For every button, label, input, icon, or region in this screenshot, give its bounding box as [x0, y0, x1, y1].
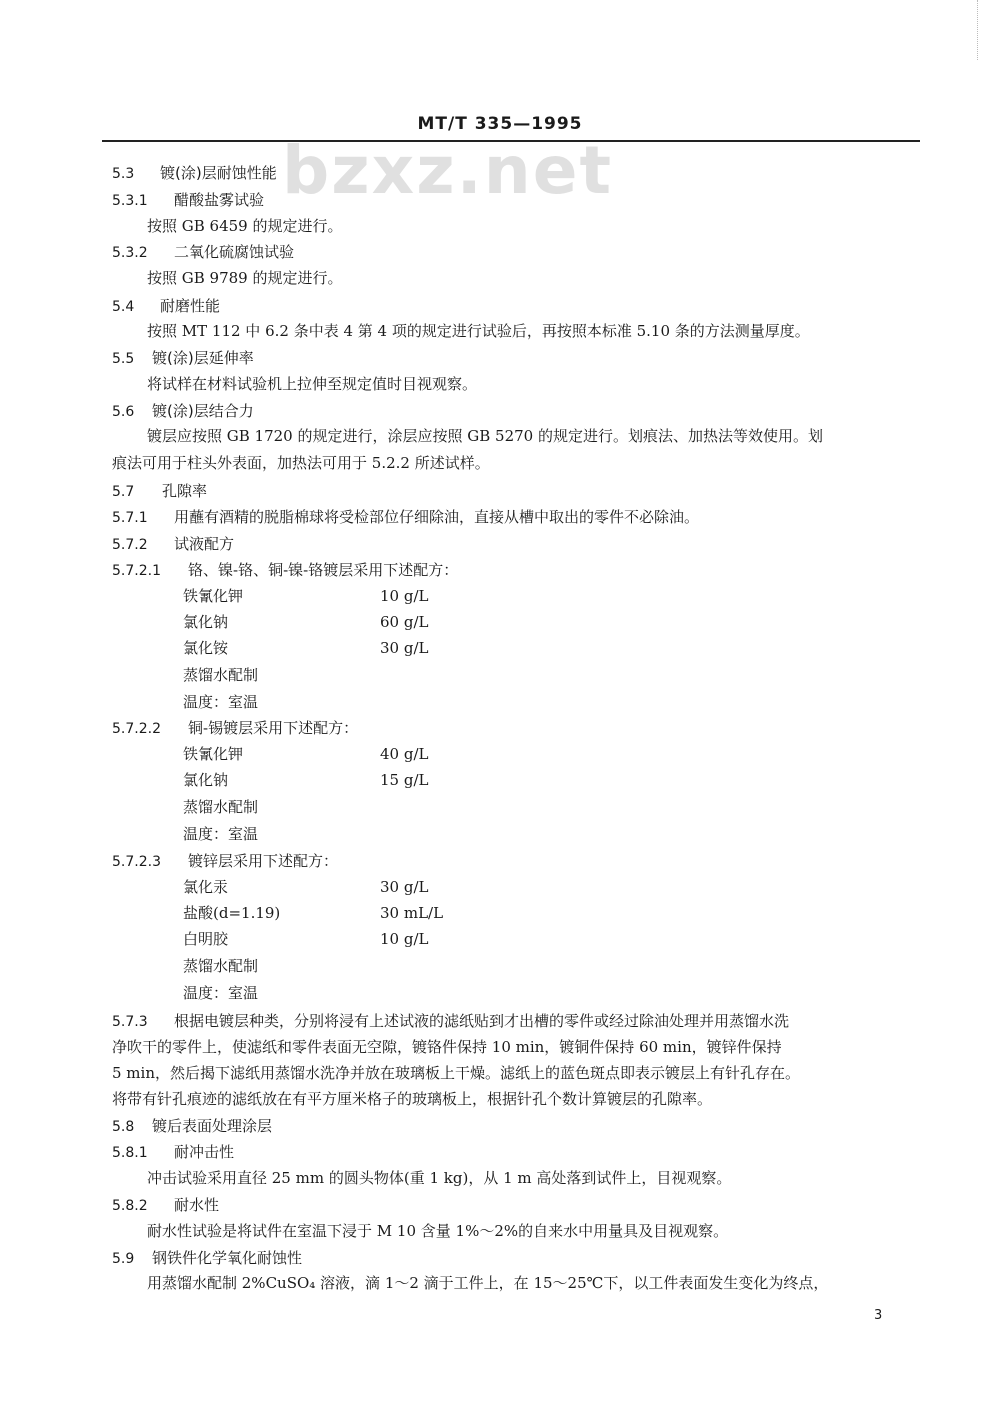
section-5-3-1-body: 按照 GB 6459 的规定进行。	[147, 217, 343, 235]
section-5-7-3-line-1	[112, 1011, 789, 1032]
section-title: 二氧化硫腐蚀试验	[174, 243, 295, 261]
section-title: 镀(涂)层耐蚀性能	[160, 164, 277, 182]
section-title: 镀(涂)层延伸率	[152, 349, 254, 367]
section-number: 5.7.2.1	[112, 563, 161, 579]
section-5-3-2-body: 按照 GB 9789 的规定进行。	[147, 269, 343, 287]
section-5-5-body: 将试样在材料试验机上拉伸至规定值时目视观察。	[147, 375, 478, 393]
binding-mark	[977, 0, 982, 60]
ingredient-name: 氯化钠	[183, 613, 229, 631]
section-5-4-heading	[112, 296, 220, 317]
section-5-7-heading	[112, 481, 207, 502]
section-5-6-heading	[112, 401, 254, 422]
section-number: 5.3.1	[112, 193, 148, 209]
section-5-8-2-heading	[112, 1195, 219, 1216]
ingredient-amount: 40 g/L	[380, 745, 429, 763]
section-title: 孔隙率	[162, 482, 208, 500]
section-number: 5.9	[112, 1251, 135, 1267]
section-5-6-body-line-2: 痕法可用于柱头外表面，加热法可用于 5.2.2 所述试样。	[112, 454, 490, 472]
section-number: 5.7.2.2	[112, 721, 161, 737]
section-5-5-heading	[112, 348, 254, 369]
section-number: 5.6	[112, 404, 135, 420]
section-5-7-1	[112, 507, 699, 528]
section-number: 5.7.1	[112, 510, 148, 526]
section-5-9-body: 用蒸馏水配制 2%CuSO₄ 溶液，滴 1～2 滴于工件上，在 15～25℃下，以工件表面发生变化为终点，	[147, 1274, 829, 1292]
section-5-8-heading	[112, 1116, 272, 1137]
section-title: 镀(涂)层结合力	[152, 402, 254, 420]
section-number: 5.3.2	[112, 245, 148, 261]
ingredient-name: 温度：室温	[183, 693, 259, 711]
section-title: 耐磨性能	[160, 297, 221, 315]
section-5-4-body: 按照 MT 112 中 6.2 条中表 4 第 4 项的规定进行试验后，再按照本标准 5.10 条的方法测量厚度。	[147, 322, 810, 340]
section-title: 钢铁件化学氧化耐蚀性	[152, 1249, 303, 1267]
section-5-3-2-heading	[112, 242, 294, 263]
section-title: 镀后表面处理涂层	[152, 1117, 273, 1135]
ingredient-name: 氯化钠	[183, 771, 229, 789]
section-5-9-heading	[112, 1248, 302, 1269]
section-number: 5.7.2	[112, 537, 148, 553]
section-5-7-2-1-heading	[112, 560, 458, 581]
section-number: 5.5	[112, 351, 135, 367]
section-5-8-2-body: 耐水性试验是将试件在室温下浸于 M 10 含量 1%～2%的自来水中用量具及目视观察。	[147, 1222, 729, 1240]
section-5-7-2-3-heading	[112, 851, 338, 872]
ingredient-amount: 15 g/L	[380, 771, 429, 789]
document-header: MT/T 335—1995	[417, 114, 583, 134]
section-number: 5.4	[112, 299, 135, 315]
ingredient-name: 盐酸(d=1.19)	[183, 904, 281, 922]
section-title: 耐水性	[174, 1196, 220, 1214]
ingredient-name: 白明胶	[183, 930, 229, 948]
section-5-7-2-2-heading	[112, 718, 358, 739]
ingredient-name: 温度：室温	[183, 825, 259, 843]
section-number: 5.8	[112, 1119, 135, 1135]
section-number: 5.7.3	[112, 1014, 148, 1030]
section-5-6-body-line-1: 镀层应按照 GB 1720 的规定进行，涂层应按照 GB 5270 的规定进行。划痕法、加热法等效使用。划	[147, 427, 823, 445]
section-title: 铬、镍-铬、铜-镍-铬镀层采用下述配方：	[188, 561, 459, 579]
section-5-7-2-heading	[112, 534, 234, 555]
watermark: bzxz.net	[282, 132, 614, 209]
section-number: 5.8.2	[112, 1198, 148, 1214]
section-5-7-3-line-4: 将带有针孔痕迹的滤纸放在有平方厘米格子的玻璃板上，根据针孔个数计算镀层的孔隙率。	[112, 1090, 713, 1108]
section-5-7-3-line-2: 净吹干的零件上，使滤纸和零件表面无空隙，镀铬件保持 10 min，镀铜件保持 60 min，镀锌件保持	[112, 1038, 782, 1056]
ingredient-name: 蒸馏水配制	[183, 798, 259, 816]
section-title: 醋酸盐雾试验	[174, 191, 265, 209]
page-number: 3	[874, 1308, 883, 1323]
section-title: 镀锌层采用下述配方：	[188, 852, 339, 870]
section-number: 5.3	[112, 166, 135, 182]
ingredient-amount: 30 g/L	[380, 878, 429, 896]
ingredient-amount: 30 mL/L	[380, 904, 444, 922]
section-5-3-heading	[112, 163, 277, 184]
ingredient-name: 蒸馏水配制	[183, 666, 259, 684]
ingredient-name: 蒸馏水配制	[183, 957, 259, 975]
ingredient-name: 铁氰化钾	[183, 745, 244, 763]
section-title: 铜-锡镀层采用下述配方：	[188, 719, 359, 737]
ingredient-name: 温度：室温	[183, 984, 259, 1002]
section-5-8-1-heading	[112, 1142, 234, 1163]
section-number: 5.7.2.3	[112, 854, 161, 870]
ingredient-name: 氯化汞	[183, 878, 229, 896]
ingredient-amount: 60 g/L	[380, 613, 429, 631]
section-number: 5.8.1	[112, 1145, 148, 1161]
ingredient-name: 铁氰化钾	[183, 587, 244, 605]
section-text: 用蘸有酒精的脱脂棉球将受检部位仔细除油，直接从槽中取出的零件不必除油。	[174, 508, 700, 526]
ingredient-amount: 30 g/L	[380, 639, 429, 657]
ingredient-amount: 10 g/L	[380, 930, 429, 948]
section-5-8-1-body: 冲击试验采用直径 25 mm 的圆头物体(重 1 kg)，从 1 m 高处落到试件上，目视观察。	[147, 1169, 732, 1187]
section-5-3-1-heading	[112, 190, 264, 211]
section-number: 5.7	[112, 484, 135, 500]
ingredient-amount: 10 g/L	[380, 587, 429, 605]
section-title: 耐冲击性	[174, 1143, 235, 1161]
ingredient-name: 氯化铵	[183, 639, 229, 657]
section-title: 试液配方	[174, 535, 235, 553]
section-5-7-3-line-3: 5 min，然后揭下滤纸用蒸馏水洗净并放在玻璃板上干燥。滤纸上的蓝色斑点即表示镀层上有针孔存在。	[112, 1064, 800, 1082]
section-text: 根据电镀层种类，分别将浸有上述试液的滤纸贴到才出槽的零件或经过除油处理并用蒸馏水洗	[174, 1012, 790, 1030]
